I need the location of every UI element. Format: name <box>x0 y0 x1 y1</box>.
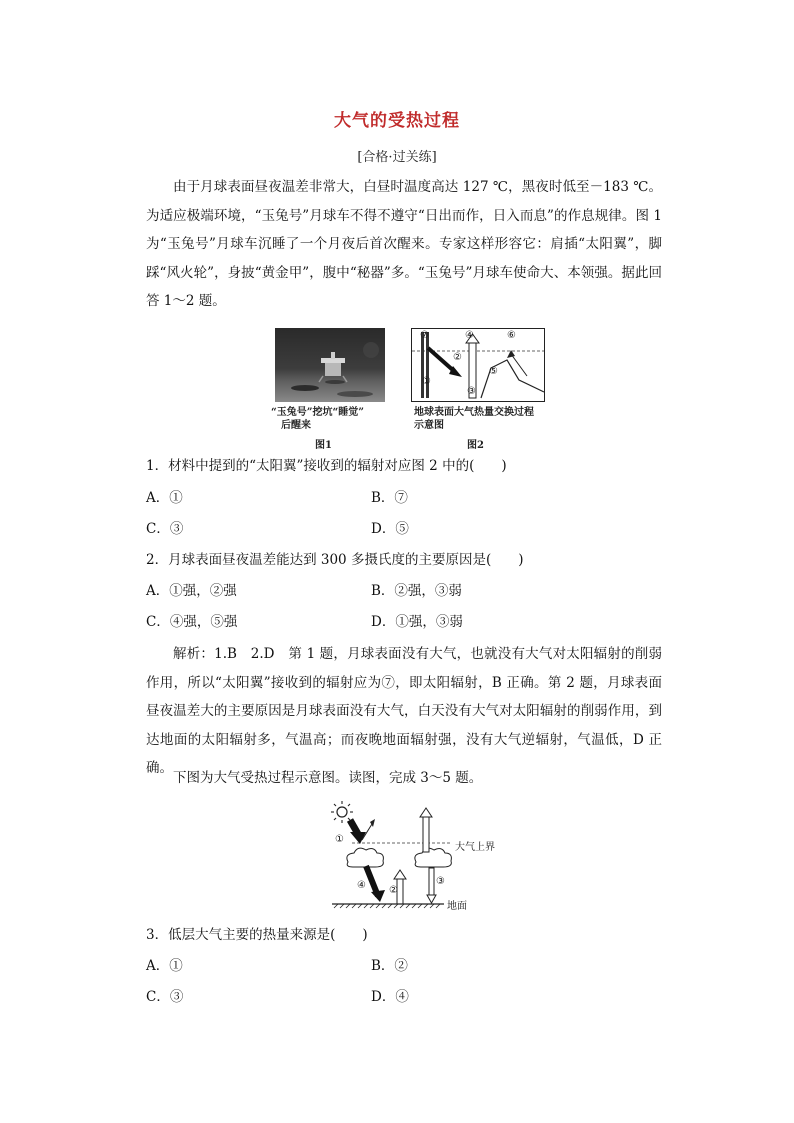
fig3-marker-3: ③ <box>436 876 445 887</box>
question-3-option-c: C．③ <box>146 989 184 1005</box>
fig2-marker-7: ⑦ <box>420 330 429 341</box>
question-1-stem: 1．材料中提到的“太阳翼”接收到的辐射对应图 2 中的( ) <box>146 458 507 474</box>
analysis-paragraph: 解析：1.B 2.D 第 1 题，月球表面没有大气，也就没有大气对太阳辐射的削弱作用，所以“太阳翼”接收到的辐射应为⑦，即太阳辐射，B 正确。第 2 题，月球表面昼夜温差大的主要原因是月球表面没有大气，白天没有大气对太阳辐射的削弱作用，到达地面的太阳辐射多，气温高；而夜晚地面辐射强，没有大气逆辐射，气温低，D 正确。 <box>146 646 662 776</box>
question-2-option-d: D．①强，③弱 <box>371 614 463 630</box>
figure1-photo <box>275 328 385 402</box>
question-1-option-d: D．⑤ <box>371 521 409 537</box>
lunar-rover-image <box>275 328 385 402</box>
fig2-marker-3: ③ <box>467 386 476 397</box>
fig2-marker-2: ② <box>453 352 462 363</box>
fig2-marker-4: ④ <box>465 330 474 341</box>
figure2-diagram <box>411 328 545 402</box>
figure2-caption-line2: 示意图 <box>414 420 444 431</box>
figure1-label: 图1 <box>315 440 332 451</box>
question-3-option-d: D．④ <box>371 989 409 1005</box>
intro2-paragraph: 下图为大气受热过程示意图。读图，完成 3～5 题。 <box>173 770 483 786</box>
fig2-marker-1: ① <box>422 376 431 387</box>
question-2-option-b: B．②强，③弱 <box>371 583 462 599</box>
question-3-option-a: A．① <box>146 958 183 974</box>
fig3-marker-2: ② <box>389 885 398 896</box>
figure2-label: 图2 <box>467 440 484 451</box>
fig3-marker-4: ④ <box>357 880 366 891</box>
question-2-option-a: A．①强，②强 <box>146 583 237 599</box>
question-3-option-b: B．② <box>371 958 408 974</box>
fig2-marker-5: ⑤ <box>489 366 498 377</box>
intro-paragraph: 由于月球表面昼夜温差非常大，白昼时温度高达 127 ℃，黑夜时低至－183 ℃。为适应极端环境，“玉兔号”月球车不得不遵守“日出而作，日入而息”的作息规律。图 1 为“玉兔号”月球车沉睡了一个月夜后首次醒来。专家这样形容它：肩插“太阳翼”，脚踩“风火轮”，身披“黄金甲”，腹中“秘器”多。“玉兔号”月球车使命大、本领强。据此回答 1～2 题。 <box>146 179 662 309</box>
question-1-option-a: A．① <box>146 490 183 506</box>
figure2-caption-line1: 地球表面大气热量交换过程 <box>414 407 534 418</box>
figure3-diagram <box>330 800 505 912</box>
question-2-stem: 2．月球表面昼夜温差能达到 300 多摄氏度的主要原因是( ) <box>146 552 524 568</box>
ground-label: 地面 <box>447 901 467 912</box>
fig3-marker-1: ① <box>335 834 344 845</box>
fig2-marker-6: ⑥ <box>507 330 516 341</box>
question-3-stem: 3．低层大气主要的热量来源是( ) <box>146 927 368 943</box>
question-1-option-c: C．③ <box>146 521 184 537</box>
sun-icon <box>337 807 347 817</box>
figure1-caption-line2: 后醒来 <box>281 420 311 431</box>
figure1-caption-line1: “玉兔号”挖坑“睡觉” <box>271 407 365 418</box>
page-title: 大气的受热过程 <box>334 111 460 131</box>
question-2-option-c: C．④强，⑤强 <box>146 614 238 630</box>
section-subtitle: [合格·过关练] <box>357 150 437 165</box>
upper-atmosphere-label: 大气上界 <box>455 842 495 853</box>
question-1-option-b: B．⑦ <box>371 490 408 506</box>
